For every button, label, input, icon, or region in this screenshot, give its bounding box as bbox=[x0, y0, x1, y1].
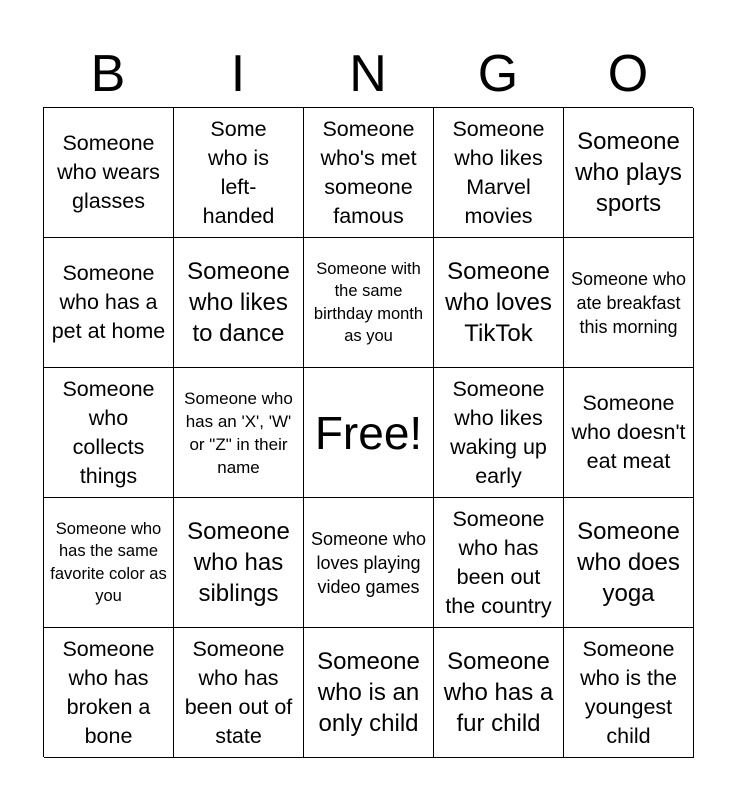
cell-text: Someone who is the youngest child bbox=[580, 636, 677, 748]
cell-text: Someone who loves TikTok bbox=[445, 258, 552, 347]
bingo-cell[interactable] bbox=[434, 628, 564, 758]
cell-text: Someone who collects things bbox=[62, 376, 155, 488]
cell-text: Someone who has broken a bone bbox=[62, 636, 155, 748]
bingo-cell[interactable] bbox=[44, 498, 174, 628]
bingo-cell[interactable] bbox=[44, 238, 174, 368]
header-letter-o: O bbox=[607, 45, 649, 103]
cell-text: Someone with the same birthday month as you bbox=[313, 259, 424, 345]
bingo-cell[interactable] bbox=[304, 238, 434, 368]
bingo-cell[interactable] bbox=[44, 108, 174, 238]
bingo-cell[interactable] bbox=[434, 238, 564, 368]
cell-text: Someone who has an 'X', 'W' or "Z" in their name bbox=[184, 388, 293, 477]
bingo-cell[interactable] bbox=[174, 238, 304, 368]
header-letter-n: N bbox=[349, 45, 387, 103]
bingo-cell[interactable] bbox=[174, 498, 304, 628]
cell-text: Someone who has a fur child bbox=[443, 648, 554, 737]
header-letter-b: B bbox=[90, 45, 126, 103]
free-space-text: Free! bbox=[314, 406, 423, 459]
bingo-cell[interactable] bbox=[44, 368, 174, 498]
bingo-cell[interactable] bbox=[434, 368, 564, 498]
bingo-cell[interactable] bbox=[564, 628, 694, 758]
bingo-cell[interactable] bbox=[304, 628, 434, 758]
cell-text: Someone who has the same favorite color as you bbox=[50, 519, 167, 605]
cell-text: Someone who likes waking up early bbox=[450, 376, 547, 488]
header-letter-g: G bbox=[477, 45, 519, 103]
header-letter-i: I bbox=[230, 45, 246, 103]
cell-text: Someone who has been out of state bbox=[184, 636, 293, 748]
cell-text: Some who is left-handed bbox=[202, 116, 275, 228]
cell-text: Someone who wears glasses bbox=[57, 131, 160, 213]
bingo-cell[interactable] bbox=[174, 108, 304, 238]
bingo-header bbox=[43, 40, 693, 108]
cell-text: Someone who plays sports bbox=[575, 128, 682, 217]
bingo-cell[interactable] bbox=[434, 498, 564, 628]
bingo-cell[interactable] bbox=[434, 108, 564, 238]
cell-text: Someone who likes Marvel movies bbox=[452, 116, 545, 228]
bingo-cell[interactable] bbox=[564, 238, 694, 368]
cell-text: Someone who's met someone famous bbox=[320, 116, 417, 228]
bingo-cell[interactable] bbox=[564, 368, 694, 498]
cell-text: Someone who has a pet at home bbox=[51, 261, 166, 343]
bingo-cell[interactable] bbox=[44, 628, 174, 758]
bingo-cell[interactable] bbox=[304, 108, 434, 238]
bingo-grid bbox=[43, 107, 693, 757]
bingo-cell[interactable] bbox=[304, 498, 434, 628]
bingo-cell[interactable] bbox=[564, 108, 694, 238]
bingo-cell[interactable] bbox=[174, 628, 304, 758]
bingo-cell[interactable] bbox=[564, 498, 694, 628]
cell-text: Someone who loves playing video games bbox=[310, 528, 427, 597]
cell-text: Someone who likes to dance bbox=[187, 258, 290, 347]
free-space[interactable] bbox=[304, 368, 434, 498]
cell-text: Someone who is an only child bbox=[317, 648, 420, 737]
cell-text: Someone who ate breakfast this morning bbox=[570, 268, 687, 337]
cell-text: Someone who has been out the country bbox=[445, 506, 552, 618]
cell-text: Someone who doesn't eat meat bbox=[571, 391, 686, 473]
bingo-cell[interactable] bbox=[174, 368, 304, 498]
cell-text: Someone who has siblings bbox=[187, 518, 290, 607]
cell-text: Someone who does yoga bbox=[577, 518, 680, 607]
